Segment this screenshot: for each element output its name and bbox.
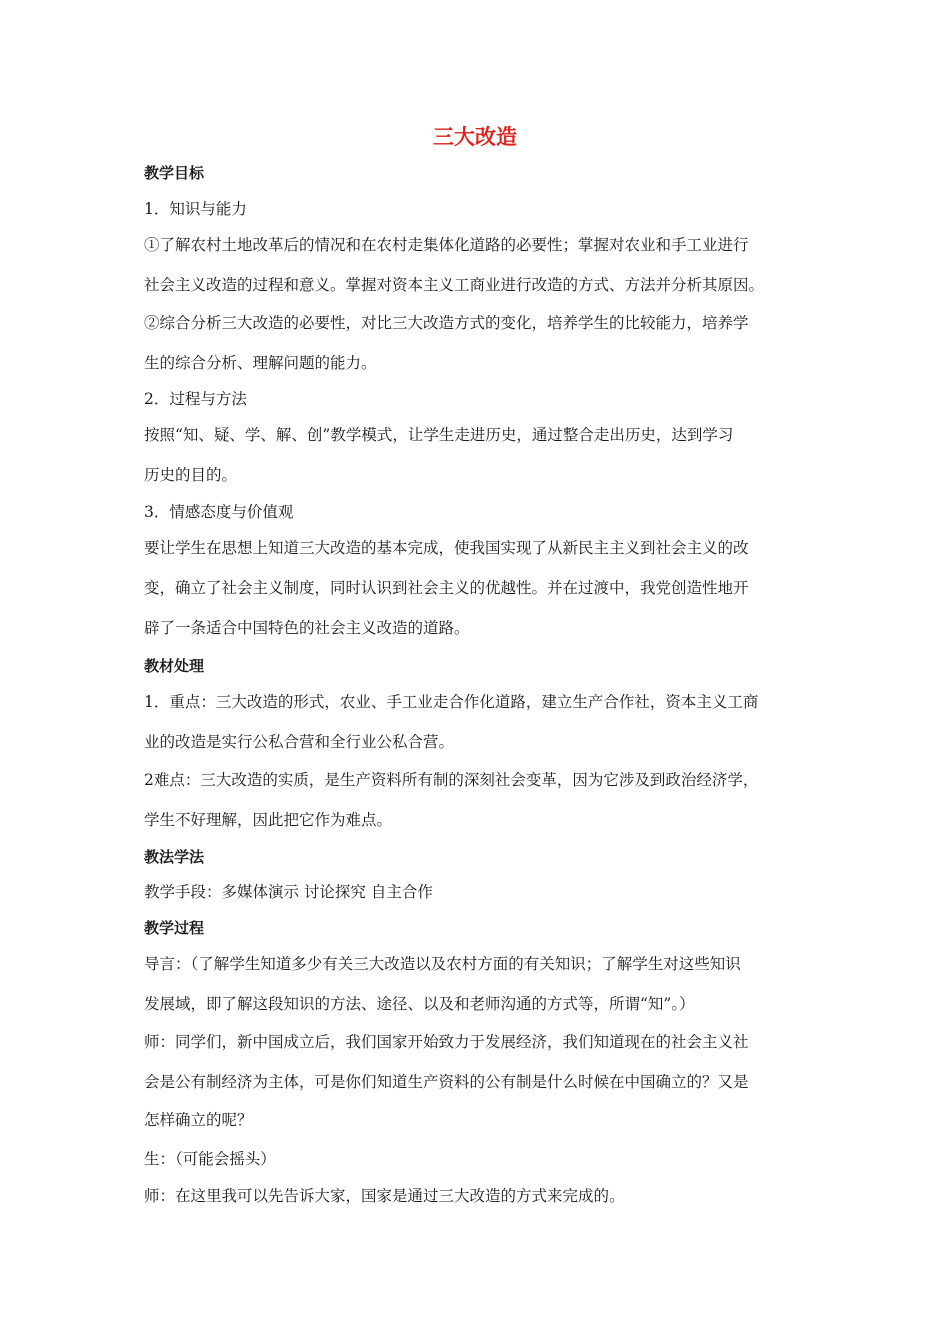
paragraph-line: 会是公有制经济为主体，可是你们知道生产资料的公有制是什么时候在中国确立的？又是 bbox=[144, 1073, 749, 1091]
paragraph-line: 辟了一条适合中国特色的社会主义改造的道路。 bbox=[144, 619, 470, 637]
paragraph-line: 学生不好理解，因此把它作为难点。 bbox=[144, 811, 393, 829]
heading-objectives: 教学目标 bbox=[144, 164, 205, 182]
objective-item-3: 3．情感态度与价值观 bbox=[144, 503, 294, 521]
heading-methods: 教法学法 bbox=[144, 848, 205, 866]
paragraph-line: 生的综合分析、理解问题的能力。 bbox=[144, 354, 377, 372]
paragraph-line: ①了解农村土地改革后的情况和在农村走集体化道路的必要性；掌握对农业和手工业进行 bbox=[144, 236, 749, 254]
paragraph-line: 师：同学们，新中国成立后，我们国家开始致力于发展经济，我们知道现在的社会主义社 bbox=[144, 1033, 749, 1051]
objective-item-2: 2．过程与方法 bbox=[144, 390, 247, 408]
paragraph-line: 业的改造是实行公私合营和全行业公私合营。 bbox=[144, 733, 455, 751]
paragraph-line: 生：（可能会摇头） bbox=[144, 1150, 276, 1168]
paragraph-line: 教学手段：多媒体演示 讨论探究 自主合作 bbox=[144, 883, 433, 901]
paragraph-line: 要让学生在思想上知道三大改造的基本完成，使我国实现了从新民主主义到社会主义的改 bbox=[144, 539, 749, 557]
paragraph-line: 怎样确立的呢？ bbox=[144, 1111, 253, 1129]
paragraph-line: 导言：（了解学生知道多少有关三大改造以及农村方面的有关知识；了解学生对这些知识 bbox=[144, 955, 741, 973]
paragraph-line: 发展域，即了解这段知识的方法、途径、以及和老师沟通的方式等，所谓“知”。） bbox=[144, 995, 695, 1013]
paragraph-line: 师：在这里我可以先告诉大家，国家是通过三大改造的方式来完成的。 bbox=[144, 1187, 625, 1205]
page-title: 三大改造 bbox=[433, 125, 517, 149]
objective-item-1: 1．知识与能力 bbox=[144, 200, 247, 218]
paragraph-line: 按照“知、疑、学、解、创”教学模式，让学生走进历史，通过整合走出历史，达到学习 bbox=[144, 426, 734, 444]
heading-materials: 教材处理 bbox=[144, 657, 205, 675]
heading-process: 教学过程 bbox=[144, 919, 205, 937]
paragraph-line: 2难点：三大改造的实质，是生产资料所有制的深刻社会变革，因为它涉及到政治经济学， bbox=[144, 771, 759, 789]
paragraph-line: 1．重点：三大改造的形式，农业、手工业走合作化道路，建立生产合作社，资本主义工商 bbox=[144, 693, 759, 711]
paragraph-line: ②综合分析三大改造的必要性，对比三大改造方式的变化，培养学生的比较能力，培养学 bbox=[144, 314, 749, 332]
paragraph-line: 社会主义改造的过程和意义。掌握对资本主义工商业进行改造的方式、方法并分析其原因。 bbox=[144, 276, 765, 294]
paragraph-line: 历史的目的。 bbox=[144, 466, 238, 484]
paragraph-line: 变，确立了社会主义制度，同时认识到社会主义的优越性。并在过渡中，我党创造性地开 bbox=[144, 579, 749, 597]
